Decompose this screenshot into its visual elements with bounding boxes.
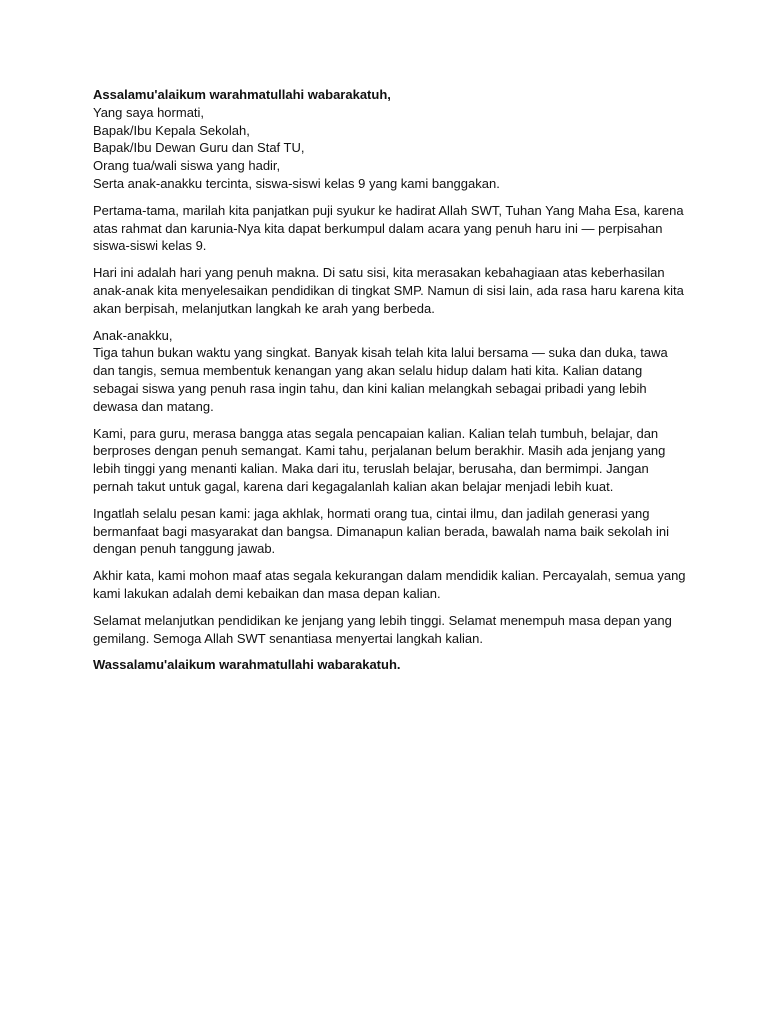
paragraph-line: gemilang. Semoga Allah SWT senantiasa menyertai langkah kalian.: [93, 630, 483, 646]
greeting-line: Yang saya hormati,: [93, 104, 205, 120]
paragraph-line: bermanfaat bagi masyarakat dan bangsa. Dimanapun kalian berada, bawalah nama baik sekolah ini: [93, 523, 669, 539]
closing-block: [93, 656, 683, 674]
paragraph-meaningful-day: [93, 264, 683, 317]
paragraph-congratulations: [93, 612, 683, 648]
closing-salutation: Wassalamu'alaikum warahmatullahi wabarakatuh.: [93, 657, 401, 673]
paragraph-line: lebih tinggi yang menanti kalian. Maka dari itu, teruslah belajar, berusaha, dan bermimpi. Jangan: [93, 461, 649, 477]
paragraph-line: siswa-siswi kelas 9.: [93, 238, 207, 254]
document-page: [93, 86, 686, 683]
paragraph-line: Ingatlah selalu pesan kami: jaga akhlak, hormati orang tua, cintai ilmu, dan jadilah generasi yang: [93, 505, 650, 521]
paragraph-apology: [93, 567, 686, 603]
greeting-line: Orang tua/wali siswa yang hadir,: [93, 158, 281, 174]
greeting-line: Bapak/Ibu Kepala Sekolah,: [93, 122, 250, 138]
greeting-opening: Assalamu'alaikum warahmatullahi wabarakatuh,: [93, 87, 391, 102]
greeting-line: Serta anak-anakku tercinta, siswa-siswi kelas 9 yang kami banggakan.: [93, 175, 500, 191]
paragraph-line: Pertama-tama, marilah kita panjatkan puji syukur ke hadirat Allah SWT, Tuhan Yang Maha Esa, karena: [93, 202, 684, 218]
paragraph-line: atas rahmat dan karunia-Nya kita dapat berkumpul dalam acara yang penuh haru ini — perpisahan: [93, 220, 663, 236]
paragraph-line: akan berpisah, melanjutkan langkah ke arah yang berbeda.: [93, 300, 435, 316]
paragraph-line: dengan penuh tanggung jawab.: [93, 541, 276, 557]
paragraph-line: dan tangis, semua membentuk kenangan yang akan selalu hidup dalam hati kita. Kalian datang: [93, 363, 643, 379]
paragraph-line: Anak-anakku,: [93, 327, 173, 343]
paragraph-line: Akhir kata, kami mohon maaf atas segala kekurangan dalam mendidik kalian. Percayalah, semua yang: [93, 568, 686, 584]
paragraph-line: anak-anak kita menyelesaikan pendidikan di tingkat SMP. Namun di sisi lain, ada rasa haru karena kita: [93, 282, 684, 298]
paragraph-line: kami lakukan adalah demi kebaikan dan masa depan kalian.: [93, 585, 441, 601]
paragraph-line: pernah takut untuk gagal, karena dari kegagalanlah kalian akan belajar menjadi lebih kuat.: [93, 478, 614, 494]
greeting-block: [93, 86, 683, 193]
paragraph-line: Kami, para guru, merasa bangga atas segala pencapaian kalian. Kalian telah tumbuh, belajar, dan: [93, 425, 659, 441]
paragraph-opening-gratitude: [93, 202, 683, 255]
paragraph-line: sebagai siswa yang penuh rasa ingin tahu, dan kini kalian melangkah sebagai pribadi yang lebih: [93, 380, 647, 396]
paragraph-teachers-pride: [93, 425, 683, 496]
greeting-line: Bapak/Ibu Dewan Guru dan Staf TU,: [93, 140, 305, 156]
paragraph-line: Tiga tahun bukan waktu yang singkat. Banyak kisah telah kita lalui bersama — suka dan duka, tawa: [93, 345, 668, 361]
paragraph-line: dewasa dan matang.: [93, 398, 214, 414]
paragraph-line: Selamat melanjutkan pendidikan ke jenjang yang lebih tinggi. Selamat menempuh masa depan yang: [93, 612, 672, 628]
paragraph-line: Hari ini adalah hari yang penuh makna. Di satu sisi, kita merasakan kebahagiaan atas keberhasilan: [93, 265, 665, 281]
paragraph-advice: [93, 505, 683, 558]
paragraph-line: berproses dengan penuh semangat. Kami tahu, perjalanan belum berakhir. Masih ada jenjang yang: [93, 443, 666, 459]
paragraph-three-years: [93, 327, 683, 416]
